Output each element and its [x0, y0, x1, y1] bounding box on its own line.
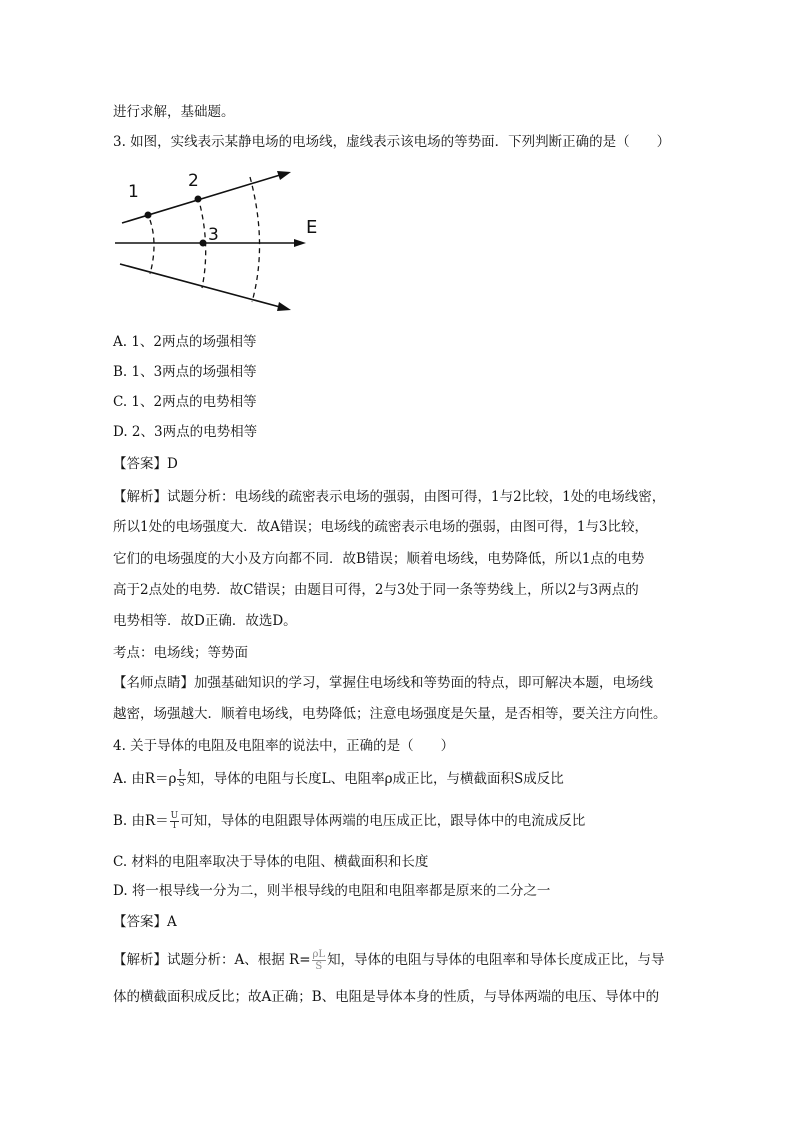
question-3-stem: 3. 如图，实线表示某静电场的电场线，虚线表示该电场的等势面．下列判断正确的是（ ）: [113, 134, 671, 150]
fraction-rho-l-over-s: [312, 949, 327, 972]
fraction-numerator: U: [170, 811, 179, 821]
point-2: [195, 196, 202, 203]
option-4d: D. 将一根导线一分为二，则半根导线的电阻和电阻率都是原来的二分之一: [113, 883, 551, 899]
fraction-numerator: L: [178, 769, 185, 779]
option-3c: C. 1、2两点的电势相等: [113, 394, 257, 410]
explanation-4-line: [113, 949, 665, 972]
fraction-denominator: S: [178, 779, 185, 789]
point-1: [145, 212, 152, 219]
fraction-l-over-s: [177, 770, 185, 789]
explanation-4-text: 知，导体的电阻与导体的电阻率和导体长度成正比，与导: [327, 952, 665, 968]
electric-field-figure: [110, 162, 340, 312]
option-3d: D. 2、3两点的电势相等: [113, 424, 258, 440]
option-4b-text: 可知，导体的电阻跟导体两端的电压成正比，跟导体中的电流成反比: [180, 813, 586, 829]
fraction-denominator: S: [315, 961, 323, 972]
option-4a-text: 知，导体的电阻与长度L、电阻率ρ成正比，与横截面积S成反比: [186, 771, 564, 787]
teacher-note-3: 越密，场强越大．顺着电场线，电势降低；注意电场强度是矢量，是否相等，要关注方向性。: [113, 706, 667, 722]
question-4-stem: 4. 关于导体的电阻及电阻率的说法中，正确的是（ ）: [113, 738, 455, 754]
option-4b-prefix: B. 由R＝: [113, 813, 169, 829]
label-e: E: [306, 217, 318, 238]
option-3b: B. 1、3两点的场强相等: [113, 364, 257, 380]
point-3: [200, 240, 207, 247]
teacher-note-3: 【名师点睛】加强基础知识的学习，掌握住电场线和等势面的特点，即可解决本题，电场线: [113, 675, 653, 691]
explanation-3-line: 所以1处的电场强度大．故A错误；电场线的疏密表示电场的强弱，由图可得，1与3比较，: [113, 519, 649, 535]
option-4a: [113, 770, 564, 789]
explanation-4-prefix: 【解析】试题分析：A、根据 R=: [113, 952, 311, 968]
option-3a: A. 1、2两点的场强相等: [113, 334, 257, 350]
label-3: 3: [208, 225, 219, 245]
answer-4: 【答案】A: [113, 914, 177, 930]
answer-3: 【答案】D: [113, 456, 178, 472]
knowledge-point-3: 考点：电场线；等势面: [113, 645, 248, 661]
fraction-u-over-i: [170, 812, 180, 831]
label-2: 2: [188, 171, 199, 191]
explanation-3-line: 【解析】试题分析：电场线的疏密表示电场的强弱，由图可得，1与2比较，1处的电场线密，: [113, 489, 666, 505]
explanation-3-line: 它们的电场强度的大小及方向都不同．故B错误；顺着电场线，电势降低，所以1点的电势: [113, 551, 645, 567]
explanation-3-line: 高于2点处的电势．故C错误；由题目可得，2与3处于同一条等势线上，所以2与3两点的: [113, 582, 639, 598]
option-4c: C. 材料的电阻率取决于导体的电阻、横截面积和长度: [113, 854, 429, 870]
label-1: 1: [128, 182, 139, 202]
fraction-numerator: ρL: [312, 949, 326, 960]
option-4a-prefix: A. 由R＝ρ: [113, 771, 177, 787]
fraction-denominator: I: [172, 821, 177, 831]
explanation-4-line: 体的横截面积成反比；故A正确；B、电阻是导体本身的性质，与导体两端的电压、导体中的: [113, 989, 660, 1005]
explanation-3-line: 电势相等．故D正确．故选D。: [113, 613, 297, 629]
option-4b: [113, 812, 585, 831]
text-line: 进行求解，基础题。: [113, 104, 235, 120]
